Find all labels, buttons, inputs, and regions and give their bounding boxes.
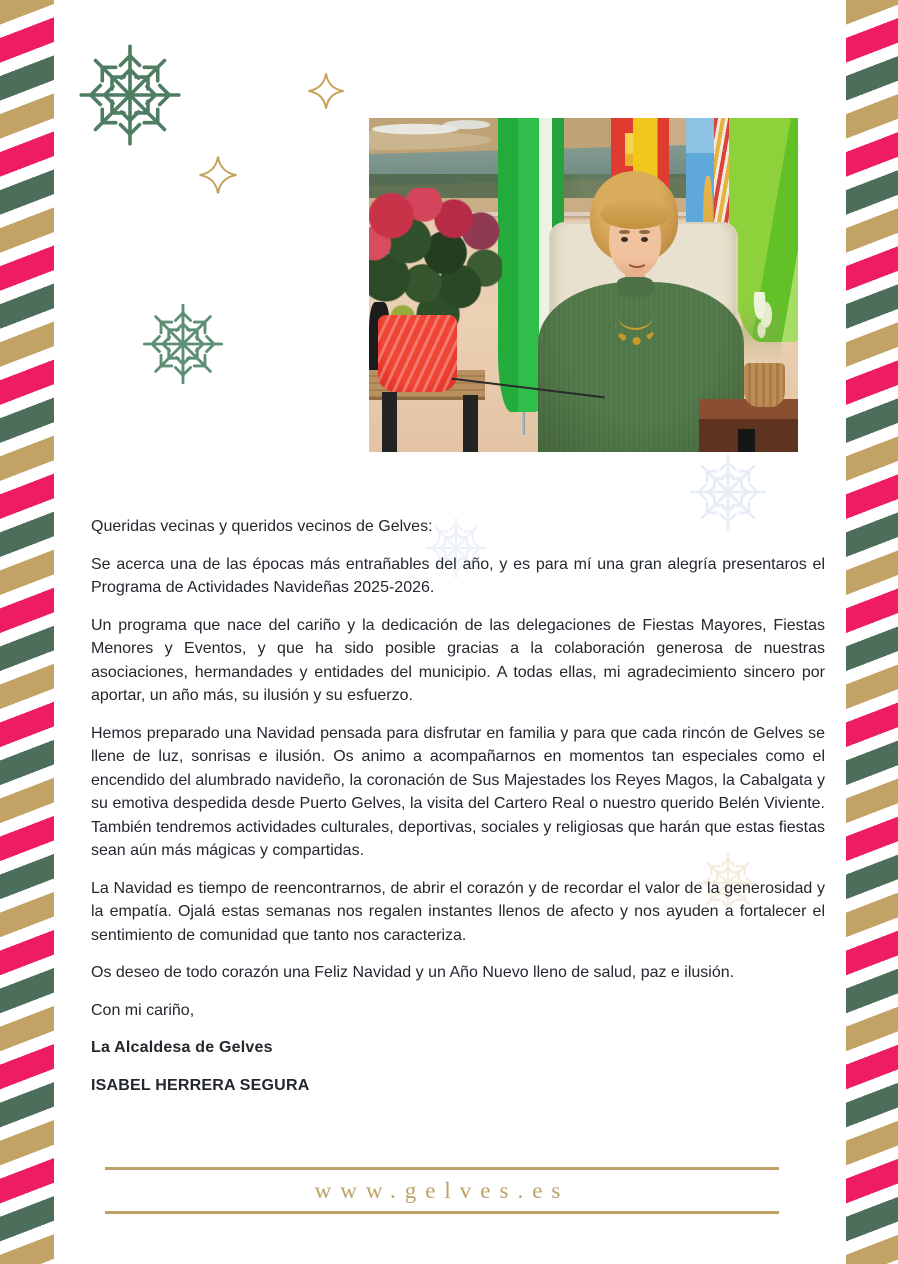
table-leg: [382, 392, 397, 452]
wicker-pot: [744, 363, 785, 406]
closing: Con mi cariño,: [91, 1001, 195, 1019]
mayor-photo: [369, 118, 798, 452]
sparkle-icon: [198, 155, 238, 195]
footer-rule-bottom: [105, 1211, 779, 1214]
salutation: Queridas vecinas y queridos vecinos de Gelves:: [91, 518, 433, 535]
paragraph: Os deseo de todo corazón una Feliz Navidad y un Año Nuevo lleno de salud, paz e ilusión.: [91, 964, 735, 981]
gold-necklace: [615, 303, 655, 344]
paragraph: Se acerca una de las épocas más entrañables del año, y es para mí una gran alegría presentaros el Programa de Actividades Navideñas 2025-2026.: [91, 555, 825, 596]
website-url: www.gelves.es: [314, 1178, 570, 1203]
candy-stripe-border-left: [0, 0, 54, 1264]
eye: [641, 237, 648, 242]
eyebrow: [619, 230, 629, 234]
mayor-fringe: [600, 199, 670, 229]
signature-name: ISABEL HERRERA SEGURA: [91, 1076, 310, 1094]
side-table-leg: [738, 429, 755, 452]
letter-body: [91, 515, 825, 1111]
white-flower: [742, 292, 781, 369]
paragraph: Un programa que nace del cariño y la dedicación de las delegaciones de Fiestas Mayores, Fiestas Menores y Eventos, y que ha sido posible gracias a la colaboración generosa de nuestras asociaciones, hermandades y entidades del municipio. A todas ellas, mi agradecimiento sincero por aportar, un año más, su ilusión y su esfuerzo.: [91, 616, 825, 704]
sweater-collar: [617, 277, 653, 297]
red-wrapped-pot: [378, 315, 457, 392]
paragraph: Hemos preparado una Navidad pensada para disfrutar en familia y para que cada rincón de Gelves se llene de luz, sonrisas e ilusión. Os animo a acompañarnos en momentos tan especiales como el encendido del alumbrado navideño, la coronación de Sus Majestades los Reyes Magos, la Cabalgata y su emotiva despedida desde Puerto Gelves, la visita del Cartero Real o nuestro querido Belén Viviente. También tendremos actividades culturales, deportivas, sociales y religiosas que harán que estas fiestas sean aún más mágicas y compartidas.: [91, 724, 825, 859]
footer: [105, 1167, 779, 1214]
snowflake-icon: [77, 42, 183, 148]
flag-crest: [625, 133, 633, 166]
eye: [621, 237, 628, 242]
signature-role: La Alcaldesa de Gelves: [91, 1039, 273, 1056]
paragraph: La Navidad es tiempo de reencontrarnos, de abrir el corazón y de recordar el valor de la generosidad y la empatía. Ojalá estas semanas nos regalen instantes llenos de afecto y nos ayuden a fortalecer el sentimiento de comunidad que tanto nos caracteriza.: [91, 879, 825, 944]
snowflake-icon: [141, 302, 225, 386]
candy-stripe-border-right: [846, 0, 898, 1264]
sparkle-icon: [307, 72, 345, 110]
table-leg: [463, 395, 478, 452]
smile: [626, 253, 649, 268]
eyebrow: [639, 230, 649, 234]
